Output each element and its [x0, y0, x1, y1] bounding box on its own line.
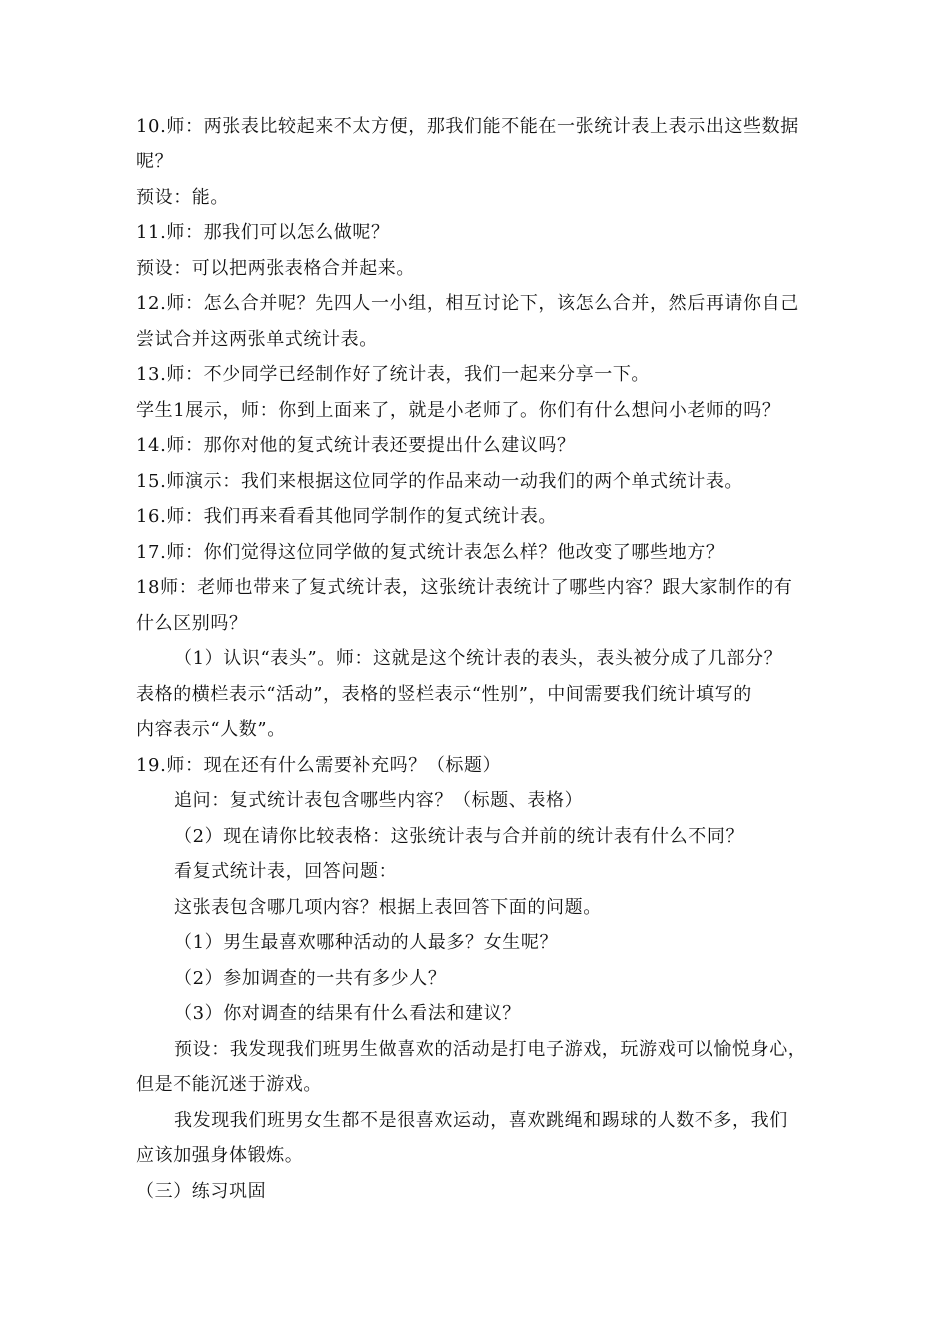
text-line: （1）认识“表头”。师：这就是这个统计表的表头，表头被分成了几部分？: [174, 648, 783, 669]
section-heading: （三）练习巩固: [136, 1181, 267, 1202]
text-line: 学生1展示，师：你到上面来了，就是小老师了。你们有什么想问小老师的吗？: [136, 400, 781, 421]
text-line: 17.师：你们觉得这位同学做的复式统计表怎么样？他改变了哪些地方？: [136, 542, 725, 563]
text-line: 12.师：怎么合并呢？先四人一小组，相互讨论下，该怎么合并，然后再请你自己: [136, 293, 799, 314]
text-line: 追问：复式统计表包含哪些内容？（标题、表格）: [174, 790, 584, 811]
text-line: （1）男生最喜欢哪种活动的人最多？女生呢？: [174, 932, 559, 953]
text-line: 内容表示“人数”。: [136, 719, 286, 740]
text-line: （3）你对调查的结果有什么看法和建议？: [174, 1003, 521, 1024]
text-line: 16.师：我们再来看看其他同学制作的复式统计表。: [136, 506, 558, 527]
text-line: 10.师：两张表比较起来不太方便，那我们能不能在一张统计表上表示出这些数据: [136, 116, 799, 137]
text-line: 这张表包含哪几项内容？根据上表回答下面的问题。: [174, 897, 602, 918]
text-line: 预设：能。: [136, 187, 229, 208]
text-line: 预设：可以把两张表格合并起来。: [136, 258, 415, 279]
text-line: 我发现我们班男女生都不是很喜欢运动，喜欢跳绳和踢球的人数不多，我们: [174, 1110, 788, 1131]
text-line: 呢？: [136, 151, 174, 172]
text-line: 11.师：那我们可以怎么做呢？: [136, 222, 390, 243]
text-line: 18师：老师也带来了复式统计表，这张统计表统计了哪些内容？跟大家制作的有: [136, 577, 793, 598]
text-line: 尝试合并这两张单式统计表。: [136, 329, 378, 350]
text-line: 13.师：不少同学已经制作好了统计表，我们一起来分享一下。: [136, 364, 651, 385]
text-line: 预设：我发现我们班男生做喜欢的活动是打电子游戏，玩游戏可以愉悦身心，: [174, 1039, 807, 1060]
text-line: 14.师：那你对他的复式统计表还要提出什么建议吗？: [136, 435, 576, 456]
text-line: 19.师：现在还有什么需要补充吗？（标题）: [136, 755, 502, 776]
text-line: 表格的横栏表示“活动”，表格的竖栏表示“性别”，中间需要我们统计填写的: [136, 684, 752, 705]
text-line: 15.师演示：我们来根据这位同学的作品来动一动我们的两个单式统计表。: [136, 471, 744, 492]
text-line: （2）现在请你比较表格：这张统计表与合并前的统计表有什么不同？: [174, 826, 745, 847]
text-line: 应该加强身体锻炼。: [136, 1145, 304, 1166]
text-line: （2）参加调查的一共有多少人？: [174, 968, 447, 989]
text-line: 什么区别吗？: [136, 613, 248, 634]
text-line: 看复式统计表，回答问题：: [174, 861, 398, 882]
text-line: 但是不能沉迷于游戏。: [136, 1074, 322, 1095]
